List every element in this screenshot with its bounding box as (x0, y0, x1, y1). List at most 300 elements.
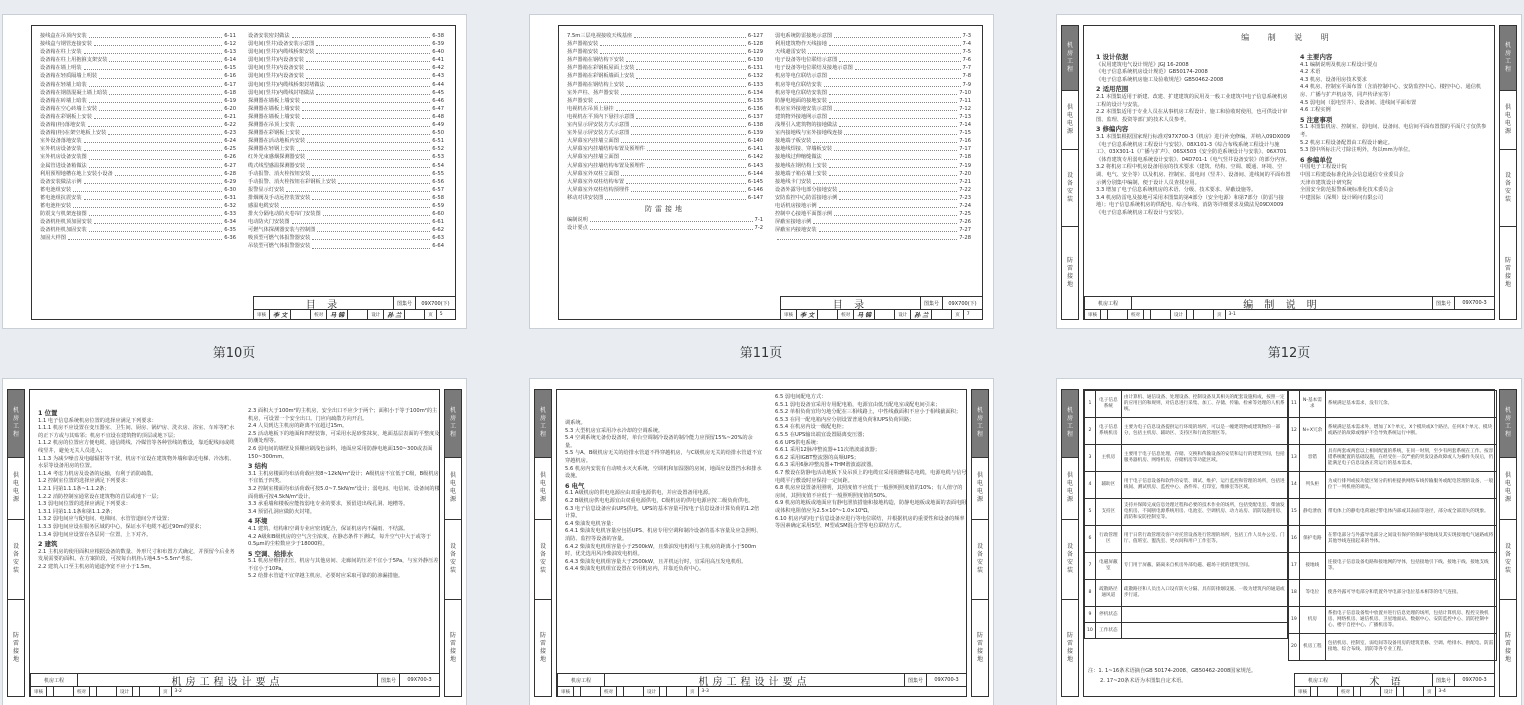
row-number: 19 (1289, 607, 1300, 634)
text-left-column (38, 408, 236, 571)
sign-cell: 页 (951, 310, 963, 319)
toc-entry-page: 7-9 (962, 81, 971, 88)
section-heading: 4 环境 (248, 517, 268, 526)
toc-entry (775, 153, 971, 161)
toc-right-column (248, 32, 444, 251)
toc-entry-title: 大屏幕室外双柱结构预埋件 (567, 186, 630, 193)
toc-entry-title: 电视机在平顶内下悬挂示意图 (567, 113, 635, 120)
term-name: 机房 (1299, 607, 1325, 634)
drawing-frame (1083, 25, 1495, 320)
toc-entry-title: 设备箱在钢筋混凝土墙上暗装 (40, 89, 108, 96)
paragraph: 5.1 本图集机房、控制室、弱电间、设备间、电信间平面布置图的平面尺寸仅供参考。 (1300, 124, 1487, 138)
toc-entry-title: 设备安装做法示例 (40, 178, 82, 185)
row-number: 13 (1289, 445, 1300, 472)
toc-entry (40, 137, 236, 145)
term-definition: 系指电子信息设备集中放置并进行信息处理的场所，包括计算机房、程控交换机房、网络机房、通信机房、卫星地面站、数据中心、安防监控中心、消防控制中心、楼宇自控中心、广播机房等。 (1325, 607, 1496, 634)
toc-entry-title: 设备箱在柱上安装 (40, 49, 82, 56)
toc-entry-title: 机房等电位联结安装 (775, 81, 822, 88)
term-definition: 用于日常行政管理及客户对托管设备进行管理的场所，包括工作人员办公室、门厅、值班室、盥洗室、更衣间和用户工作室等。 (1121, 526, 1287, 553)
signature (53, 687, 73, 696)
toc-entry-title: 设计要点 (567, 225, 588, 232)
toc-leader (829, 72, 961, 78)
toc-entry-title: 扬声器安装 (567, 97, 593, 104)
sidebar-category (445, 520, 461, 600)
toc-entry-page: 6-31 (224, 194, 236, 201)
toc-leader (327, 81, 431, 87)
sidebar-category-label: 供电电源 (539, 472, 546, 504)
paragraph: 6.5 弱电间配电方式： (775, 394, 827, 400)
sidebar-category (535, 458, 551, 520)
term-definition (1121, 623, 1287, 639)
toc-leader (595, 97, 746, 103)
section-heading: 3 结构 (248, 462, 268, 471)
term-name: 停机状态 (1095, 607, 1121, 623)
toc-entry-page: 6-45 (432, 89, 444, 96)
toc-entry (248, 170, 444, 178)
sidebar-category (8, 520, 24, 600)
sidebar-category (972, 520, 988, 600)
toc-entry-page: 6-60 (432, 211, 444, 218)
term-name: 电子信息系统 (1095, 391, 1121, 418)
toc-leader (73, 202, 222, 208)
title-block (30, 673, 439, 696)
paragraph: 5.2 给排水管道不宜穿越主机房，必要时应采取可靠的防渗漏措施。 (248, 573, 404, 580)
row-number: 18 (1289, 580, 1300, 607)
toc-leader (829, 113, 957, 119)
toc-entry (40, 153, 236, 161)
toc-entry-title: 机房等电位联结安装图 (775, 89, 827, 96)
toc-entry-title: 设备箱在墙上明装 (40, 65, 82, 72)
toc-entry-page: 7-28 (959, 235, 971, 242)
table-row (1289, 499, 1497, 526)
toc-entry (567, 48, 763, 56)
toc-leader (829, 170, 957, 176)
page-number: 3-4 (1435, 687, 1495, 696)
toc-entry (40, 186, 236, 194)
toc-entry-page: 6-32 (224, 202, 236, 209)
toc-entry-title: 大屏幕室外双柱立面图 (567, 170, 619, 177)
title-block (253, 296, 455, 319)
term-definition (1121, 607, 1287, 623)
toc-entry-page: 6-15 (224, 65, 236, 72)
toc-entry (40, 129, 236, 137)
toc-entry (567, 170, 763, 178)
toc-entry-page: 6-58 (432, 194, 444, 201)
atlas-label: 图集号 (1432, 674, 1454, 686)
toc-left-column (40, 32, 236, 242)
paragraph: 2.6 弱电间的墙壁及顶棚应刷浅色涂料，地面应采用防静电地面150~300或表面150~300mm。 (248, 445, 433, 460)
table-row (1085, 472, 1288, 499)
toc-entry (40, 72, 236, 80)
toc-entry-page: 6-34 (224, 219, 236, 226)
sign-cell: 设计 (1170, 310, 1186, 319)
paragraph: 5.6 机房内安装有自动喷水灭火系统、空调机和加湿器的房间，地面应设置挡水和排水设施。 (565, 465, 762, 480)
sidebar-category (1062, 150, 1078, 226)
toc-entry-page: 6-35 (224, 227, 236, 234)
toc-leader (600, 48, 746, 54)
title-block (1294, 673, 1494, 696)
section-heading: 4 主要内容 (1300, 53, 1333, 61)
toc-entry-page: 6-42 (432, 65, 444, 72)
toc-entry-title: 接线盒在吊顶内安装 (40, 33, 87, 39)
toc-entry-title: 可燃气体探测器安装与控制图 (248, 227, 316, 234)
section-heading: 1 位置 (38, 409, 58, 417)
toc-entry-title: 室外机房设备安装 (40, 146, 82, 153)
toc-leader (834, 32, 960, 38)
toc-entry-title: 报警显示灯安装 (248, 186, 285, 193)
glossary-table-left (1084, 390, 1288, 639)
toc-entry (567, 97, 763, 105)
toc-entry-title: 防震支与机架连接图 (40, 211, 87, 218)
page-caption-10: 第10页 (212, 346, 256, 361)
toc-entry-title: 防静电地面的接地安装 (775, 97, 827, 104)
toc-entry-page: 7-14 (959, 122, 971, 129)
table-row (1289, 580, 1497, 607)
toc-entry (248, 242, 444, 250)
sign-cell (1186, 310, 1193, 319)
sign-cell: 页 (424, 310, 436, 319)
paragraph: 1.1 电子信息系统机房位置的选择应满足下列要求： (38, 417, 157, 424)
toc-entry (567, 153, 763, 161)
term-name: 工作状态 (1095, 623, 1121, 639)
toc-entry-page: 6-29 (224, 178, 236, 185)
sign-cell: 校对 (1127, 310, 1143, 319)
sidebar-category-label: 机房工程 (976, 407, 983, 439)
term-name: 支持区 (1095, 499, 1121, 526)
toc-leader (307, 137, 430, 143)
toc-entry (567, 105, 763, 113)
row-number: 2 (1085, 418, 1096, 445)
toc-entry (248, 113, 444, 121)
toc-entry-page: 6-143 (747, 162, 763, 169)
toc-entry-title: 接地端子箱在墙上安装 (775, 170, 827, 177)
toc-entry (775, 178, 971, 186)
text-right-column (775, 394, 967, 531)
toc-entry (248, 137, 444, 145)
section-heading: 2 建筑 (38, 540, 58, 549)
toc-entry-page: 7-4 (962, 41, 971, 48)
toc-entry-page: 7-15 (959, 130, 971, 137)
row-number: 17 (1289, 553, 1300, 580)
toc-entry (567, 56, 763, 64)
sidebar-category-label: 设备安装 (449, 543, 456, 575)
sidebar-category (972, 600, 988, 696)
table-row (1289, 607, 1497, 634)
table-row (1085, 607, 1288, 623)
toc-entry (775, 186, 971, 194)
toc-entry-title: 设备安装密封做法 (248, 33, 290, 39)
toc-entry-page: 7-19 (959, 162, 971, 169)
table-row (1085, 553, 1288, 580)
toc-entry (40, 178, 236, 186)
toc-entry-page: 6-138 (747, 122, 763, 129)
sidebar-category (1500, 26, 1516, 91)
paragraph: 1.1.3 为减少噪音及电磁辐射等干扰，机房不宜设在建筑物外墙和靠近电梯、冷冻机、水泵等设备用房的位置。 (38, 455, 235, 470)
table-row (1289, 445, 1497, 472)
toc-entry-title: 编制说明 (567, 217, 588, 224)
toc-entry (248, 72, 444, 80)
toc-entry (567, 40, 763, 48)
table-row (1289, 391, 1497, 418)
toc-entry (40, 105, 236, 113)
sidebar-category (8, 600, 24, 696)
term-name: 列头柜 (1299, 472, 1325, 499)
toc-entry-page: 6-57 (432, 186, 444, 193)
note-1: 注：1. 1~16条术语摘自GB 50174-2008、GB50462-2008国家规范。 (1088, 668, 1257, 674)
toc-entry-page: 6-133 (747, 81, 763, 88)
sidebar-category (1062, 227, 1078, 319)
paragraph: 6.6.2 采用IGBT整流器的高频UPS； (775, 454, 860, 461)
paragraph: 5.3 大型机房宜采用冷水冷却的空调系统。 (565, 427, 664, 434)
sidebar-category-label: 机房工程 (1504, 407, 1511, 439)
paragraph: 4.6 工程实例 (1300, 107, 1331, 114)
sidebar-category-label: 设备安装 (1504, 172, 1511, 204)
toc-entry (248, 153, 444, 161)
sidebar-category (1500, 458, 1516, 520)
term-definition: 专门用于屏蔽、隔离来自机房外部电磁、磁场干扰的建筑空间。 (1121, 553, 1287, 580)
toc-leader (829, 97, 957, 103)
toc-leader (316, 89, 430, 95)
toc-entry (40, 162, 236, 170)
toc-leader (626, 81, 746, 87)
page-thumb-15[interactable] (1056, 378, 1522, 705)
toc-entry-title: 缆式线型感温探测器安装 (248, 162, 306, 169)
page-number: 7 (963, 310, 982, 319)
row-number: 6 (1085, 526, 1096, 553)
sign-cell (659, 687, 666, 696)
paragraph: 3.4 预留孔洞应做防火封堵。 (248, 508, 315, 515)
toc-entry-page: 6-140 (747, 138, 763, 145)
page-thumb-14[interactable] (529, 378, 994, 705)
toc-entry-title: 感温电缆安装 (248, 202, 280, 209)
category-sidebar-right (444, 389, 462, 697)
toc-entry-title: 接地线卡门安装 (775, 178, 812, 185)
paragraph: 4.2 术语 (1300, 69, 1321, 76)
toc-entry-page: 7-13 (959, 113, 971, 120)
toc-leader (89, 210, 223, 216)
toc-leader (94, 218, 222, 224)
toc-entry (775, 72, 971, 80)
section-heading: 6 电气 (565, 481, 585, 490)
paragraph: 6.5.3 在同一配电箱内应分别设置普通负荷和UPS负荷回路； (775, 416, 915, 423)
toc-entry-title: 屏蔽室内接地安装 (775, 227, 817, 234)
sidebar-category-label: 供电电源 (1504, 104, 1511, 136)
toc-entry (775, 89, 971, 97)
title-block (1084, 296, 1494, 319)
sign-cell (1353, 687, 1360, 696)
toc-entry-title: 室外设备落地安装 (40, 138, 82, 145)
toc-leader (829, 162, 957, 168)
toc-entry-title: 设备箱在轻质隔墙上明装 (40, 73, 98, 80)
toc-leader (302, 97, 430, 103)
toc-entry-title: 探测器在吊顶上安装 (248, 122, 295, 129)
term-definition: 带电体上的静电电荷通过带电体内部或其表面等途径，部分或全部消失的现象。 (1325, 499, 1496, 526)
toc-leader (302, 129, 430, 135)
toc-entry-title: 浅埋引入建筑物的接地做法 (775, 122, 838, 129)
toc-entry-page: 7-20 (959, 170, 971, 177)
toc-entry-title: 大屏幕室内挂墙立面图 (567, 138, 619, 145)
sidebar-category (1062, 520, 1078, 600)
toc-entry (248, 145, 444, 153)
toc-entry-page: 6-17 (224, 81, 236, 88)
page-thumb-13[interactable] (2, 378, 467, 705)
toc-leader (621, 170, 746, 176)
toc-leader (855, 64, 961, 70)
sign-cell: 审核 (784, 312, 793, 318)
sign-cell: 设计 (643, 687, 659, 696)
sidebar-category-label: 防雷接地 (449, 631, 456, 663)
toc-entry-title: 弱电间(竖井)内缆线桥架安装 (248, 49, 315, 56)
toc-entry (248, 40, 444, 48)
paragraph: 调系统。 (565, 420, 586, 426)
paragraph: 中建国际（深圳）设计顾问有限公司 (1300, 194, 1384, 201)
sidebar-category-label: 机房工程 (1066, 42, 1073, 74)
category-sidebar-right (971, 389, 989, 697)
signature (139, 687, 159, 696)
toc-leader (839, 186, 957, 192)
toc-entry (775, 32, 971, 40)
sidebar-category-label: 防雷接地 (976, 631, 983, 663)
page-thumb-11[interactable] (529, 14, 994, 329)
paragraph: 1.3.4 弱电间应设置在各层同一位置，上下对齐。 (38, 531, 152, 538)
atlas-label: 图集号 (904, 674, 926, 686)
sidebar-category-label: 防雷接地 (1066, 631, 1073, 663)
category-label: 机房工程 (1307, 677, 1328, 684)
toc-entry-page: 6-129 (747, 49, 763, 56)
toc-leader (819, 226, 958, 232)
toc-entry-title: 室外机房设备安装图 (40, 154, 87, 161)
toc-entry-title: 机房室外接地安装示意图 (775, 105, 833, 112)
toc-entry-page: 6-49 (432, 122, 444, 129)
toc-entry-title: 屏蔽室接地示例 (775, 219, 812, 226)
toc-leader (829, 89, 957, 95)
toc-entry (40, 218, 236, 226)
toc-entry (567, 64, 763, 72)
term-definition: 主要用于电子信息处理、存储、交换和传输设备的安装和运行的建筑空间，包括服务器机房、网络机房、存储机房等功能区域。 (1121, 445, 1287, 472)
toc-entry (775, 194, 971, 202)
paragraph: 3.1 主机房楼面均布活荷载应按8~12kN/m²设计；A级机房不宜低于C级，B级机房不宜低于四类。 (248, 470, 439, 485)
toc-entry (775, 48, 971, 56)
paragraph: 4.1 编制说明及机房工程设计要点 (1300, 61, 1378, 68)
toc-leader (829, 40, 961, 46)
toc-entry-title: 设备箱在柱上用抱箍支架安装 (40, 57, 108, 64)
sidebar-category (1500, 150, 1516, 226)
category-sidebar-left (7, 389, 25, 697)
toc-entry-page: 6-26 (224, 154, 236, 161)
sign-cell: 马 锦 (853, 310, 874, 319)
toc-entry-page: 6-14 (224, 57, 236, 64)
toc-entry-title: 室内显示屏安装方式示意图 (567, 122, 630, 129)
toc-entry-title: 弱电系统防雷接地示意图 (775, 33, 833, 39)
row-number: 11 (1289, 391, 1300, 418)
sidebar-category-label: 机房工程 (539, 407, 546, 439)
toc-entry-title: 设备外露导电部分接地安装 (775, 186, 838, 193)
sidebar-category-label: 机房工程 (12, 407, 19, 439)
toc-entry-page: 6-50 (432, 130, 444, 137)
toc-leader (306, 72, 430, 78)
toc-entry (40, 89, 236, 97)
toc-entry-page: 6-64 (432, 243, 444, 250)
sign-cell (132, 687, 139, 696)
toc-entry (40, 81, 236, 89)
sidebar-category-label: 防雷接地 (1066, 256, 1073, 288)
toc-entry (40, 97, 236, 105)
toc-entry-title: 利用建筑物作天线接地 (775, 41, 827, 48)
page-thumb-12[interactable] (1056, 14, 1522, 329)
toc-leader (312, 234, 430, 240)
toc-entry-page: 7-1 (754, 217, 763, 224)
toc-entry (248, 32, 444, 40)
signature (817, 310, 837, 319)
toc-leader (312, 242, 430, 248)
toc-entry-title: 设备机柜机加固安装 (40, 227, 87, 234)
term-definition: 在带电部分与外露导电部分之间设有保护的保护接地线及其实现接地电气通路或将其他导线连接起来的导体。 (1325, 526, 1496, 553)
paragraph: 2.3 面积大于100m²的主机房，安全出口不应少于两个；面积小于等于100m²的主机房，可设置一个安全出口。门应向疏散方向开启。 (248, 408, 438, 422)
toc-entry-title: 排烟阀及手动远控装置安装 (248, 194, 311, 201)
toc-leader (109, 56, 222, 62)
signature (1193, 310, 1213, 319)
paragraph: 2.4 人员到达主机房的距离不宜超过15m。 (248, 423, 348, 430)
atlas-label: 图集号 (377, 674, 399, 686)
paragraph: 1.3 弱电间位置的选择应满足下列要求： (38, 501, 131, 508)
sign-cell: 孙 兰 (383, 310, 404, 319)
term-name: N-基本需求 (1299, 391, 1325, 418)
sign-cell: 李 文 (796, 310, 817, 319)
toc-entry-page: 7-16 (959, 138, 971, 145)
toc-leader (813, 137, 957, 143)
toc-entry (248, 56, 444, 64)
toc-entry-title: 室外显示屏安装方式示意图 (567, 130, 630, 137)
toc-entry-page: 7-6 (962, 57, 971, 64)
toc-entry-title: 探测器在墙板上墙安装 (248, 97, 300, 104)
page-caption-12: 第12页 (1267, 346, 1311, 361)
row-number: 1 (1085, 391, 1096, 418)
sidebar-category-label: 供电电源 (12, 472, 19, 504)
sheet-title: 目 录 (832, 299, 869, 311)
toc-leader (647, 162, 746, 168)
signature (290, 310, 310, 319)
page-thumb-10[interactable] (2, 14, 467, 329)
toc-entry-title: 天线避雷安装 (775, 49, 807, 56)
toc-leader (636, 72, 745, 78)
sidebar-category (972, 390, 988, 458)
toc-entry-title: 大屏幕室内挂墙立面图 (567, 154, 619, 161)
toc-leader (317, 226, 430, 232)
toc-entry-title: 设备箱在砖墙上暗装 (40, 97, 87, 104)
paragraph: 3.2 将机房工程中机房设备用房的技术要求（建筑、结构、空调、暖通、环境、空调、电气、安全等）以及机房、控制室、弱电间（竖井）、设备间、进线间的平面布置示例分别集中编制，便于设计人员查找应用。 (1096, 164, 1291, 186)
toc-leader (338, 178, 430, 184)
sign-cell: 页 (1213, 310, 1225, 319)
paragraph: 6.1 A级机房的供电电源应由双重电源供电，并应设置备用电源。 (565, 490, 714, 497)
term-name: 辅助区 (1095, 472, 1121, 499)
category-label: 机房工程 (43, 677, 64, 684)
toc-entry-page: 6-24 (224, 138, 236, 145)
toc-entry-title: 设备箱在轻墙上暗装 (40, 81, 87, 88)
drawing-frame (558, 25, 983, 320)
toc-left-column (567, 32, 763, 232)
toc-leader (626, 178, 746, 184)
toc-leader (813, 178, 957, 184)
toc-entry-title: 接地线焊接、穿墙板安装 (775, 146, 833, 153)
sign-cell (1100, 310, 1107, 319)
toc-entry-page: 6-16 (224, 73, 236, 80)
toc-leader (302, 113, 430, 119)
sign-cell: 页 (686, 687, 698, 696)
row-number: 8 (1085, 580, 1096, 607)
row-number: 3 (1085, 445, 1096, 472)
sign-cell: 校对 (310, 310, 326, 319)
toc-entry-page: 6-62 (432, 227, 444, 234)
